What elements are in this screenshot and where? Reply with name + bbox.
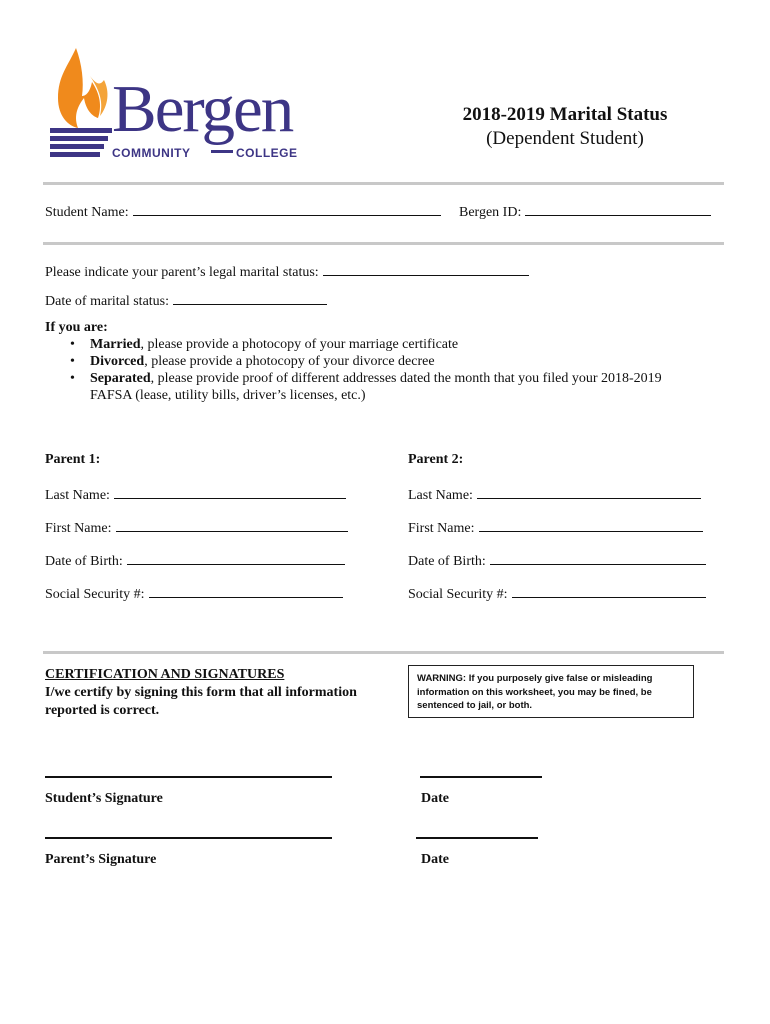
list-item: • Divorced, please provide a photocopy of your divorce decree: [70, 354, 435, 369]
parent-date-label: Date: [421, 852, 449, 867]
field-line[interactable]: [149, 584, 343, 598]
parents-divider: [43, 651, 724, 654]
parent1-first-name-field[interactable]: [45, 518, 348, 537]
bergen-id-field[interactable]: [459, 202, 711, 221]
logo-wordmark: Bergen: [112, 72, 293, 146]
marital-status-line[interactable]: [323, 262, 529, 276]
field-line[interactable]: [477, 485, 701, 499]
student-signature-label: Student’s Signature: [45, 791, 163, 806]
student-divider: [43, 242, 724, 245]
field-line[interactable]: [512, 584, 706, 598]
torch-flame-icon: [46, 46, 116, 161]
field-label: First Name:: [45, 521, 112, 536]
parent1-dob-field[interactable]: [45, 551, 345, 570]
certification-heading: CERTIFICATION AND SIGNATURES: [45, 667, 285, 682]
field-label: Date of Birth:: [408, 554, 486, 569]
form-title: 2018-2019 Marital Status: [462, 104, 668, 125]
field-label: Last Name:: [45, 488, 110, 503]
parent2-last-name-field[interactable]: [408, 485, 701, 504]
student-name-field[interactable]: [45, 202, 441, 221]
student-date-line[interactable]: [420, 776, 542, 778]
field-line[interactable]: [490, 551, 706, 565]
student-signature-line[interactable]: [45, 776, 332, 778]
field-label: Date of Birth:: [45, 554, 123, 569]
parent2-heading: Parent 2:: [408, 452, 464, 467]
parent1-last-name-field[interactable]: [45, 485, 346, 504]
instructions-list: [45, 336, 735, 404]
student-name-line[interactable]: [133, 202, 441, 216]
instructions-heading: If you are:: [45, 320, 108, 335]
parent1-ssn-field[interactable]: [45, 584, 343, 603]
bergen-id-line[interactable]: [525, 202, 711, 216]
certification-line-1: I/we certify by signing this form that all information: [45, 685, 357, 700]
marital-date-line[interactable]: [173, 291, 327, 305]
college-logo: [46, 46, 336, 171]
field-line[interactable]: [116, 518, 348, 532]
marital-status-field[interactable]: [45, 262, 529, 281]
warning-box: WARNING: If you purposely give false or misleading information on this worksheet, you may be fined, be sentenced to jail, or both.: [408, 665, 694, 718]
parent1-heading: Parent 1:: [45, 452, 101, 467]
logo-divider: [211, 150, 233, 153]
parent2-ssn-field[interactable]: [408, 584, 706, 603]
field-label: Social Security #:: [45, 587, 145, 602]
parent-signature-line[interactable]: [45, 837, 332, 839]
logo-college: COLLEGE: [236, 146, 298, 160]
logo-community: COMMUNITY: [112, 146, 191, 160]
parent-signature-label: Parent’s Signature: [45, 852, 157, 867]
bergen-id-label: Bergen ID:: [459, 205, 522, 220]
parent2-first-name-field[interactable]: [408, 518, 703, 537]
field-label: Social Security #:: [408, 587, 508, 602]
student-date-label: Date: [421, 791, 449, 806]
field-label: First Name:: [408, 521, 475, 536]
marital-date-label: Date of marital status:: [45, 294, 170, 309]
header-divider: [43, 182, 724, 185]
form-subtitle: (Dependent Student): [486, 128, 644, 149]
list-item: • Married, please provide a photocopy of your marriage certificate: [70, 337, 459, 352]
certification-line-2: reported is correct.: [45, 703, 160, 718]
student-name-label: Student Name:: [45, 205, 129, 220]
list-item-continuation: FAFSA (lease, utility bills, driver’s licenses, etc.): [90, 388, 366, 403]
field-line[interactable]: [114, 485, 346, 499]
parent2-dob-field[interactable]: [408, 551, 706, 570]
field-line[interactable]: [127, 551, 345, 565]
field-label: Last Name:: [408, 488, 473, 503]
parent-date-line[interactable]: [416, 837, 538, 839]
marital-status-label: Please indicate your parent’s legal marital status:: [45, 265, 319, 280]
marital-date-field[interactable]: [45, 291, 327, 310]
field-line[interactable]: [479, 518, 703, 532]
list-item: • Separated, please provide proof of different addresses dated the month that you filed your 2018-2019: [70, 371, 662, 386]
